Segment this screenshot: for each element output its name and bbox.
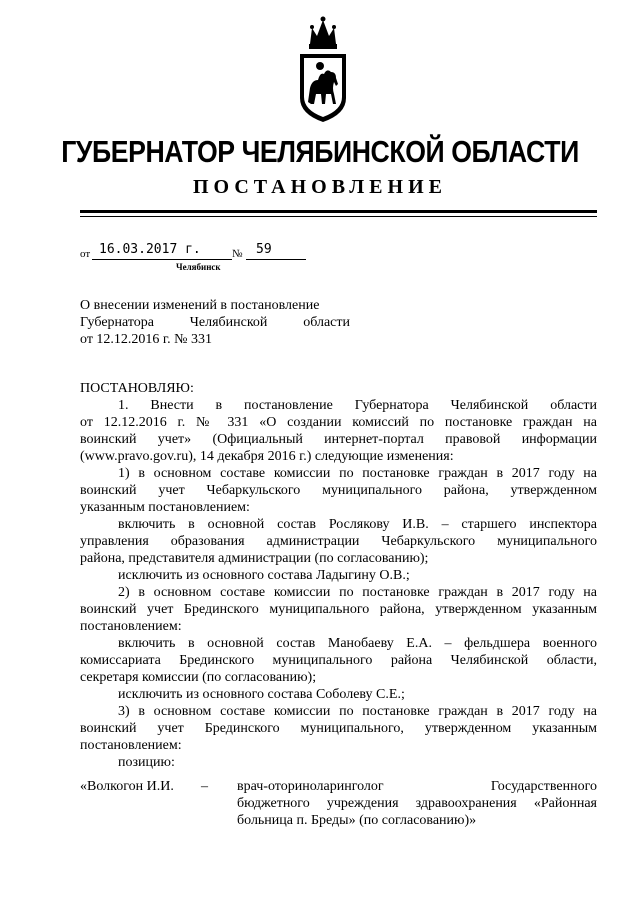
subject-line: от 12.12.2016 г. № 331 bbox=[80, 332, 212, 347]
date-prefix: от bbox=[80, 248, 91, 260]
body-line: управления образования администрации Чебаркульского муниципального bbox=[80, 534, 597, 549]
body-line: воинский учет» (Официальный интернет-портал правовой информации bbox=[80, 432, 597, 447]
position-description-line: бюджетного учреждения здравоохранения «Районная bbox=[237, 796, 597, 811]
body-line: от 12.12.2016 г. № 331 «О создании комиссий по постановке граждан на bbox=[80, 415, 597, 430]
body-line: воинский учет Чебаркульского муниципального района, утвержденном bbox=[80, 483, 597, 498]
governor-title: ГУБЕРНАТОР ЧЕЛЯБИНСКОЙ ОБЛАСТИ bbox=[61, 134, 579, 169]
resolve-heading: ПОСТАНОВЛЯЮ: bbox=[80, 381, 194, 396]
body-line: постановлением: bbox=[80, 619, 182, 634]
header-rule-thin bbox=[80, 216, 597, 217]
body-line: (www.pravo.gov.ru), 14 декабря 2016 г.) следующие изменения: bbox=[80, 449, 454, 464]
number-underline bbox=[246, 259, 306, 260]
coat-of-arms-emblem bbox=[296, 14, 350, 124]
body-line: секретаря комиссии (по согласованию); bbox=[80, 670, 317, 685]
city-label: Челябинск bbox=[176, 262, 221, 272]
position-description-line: врач-оториноларинголог Государственного bbox=[237, 779, 597, 794]
body-line: воинский учет Брединского муниципального, утвержденном указанным bbox=[80, 721, 597, 736]
body-line: включить в основной состав Манобаеву Е.А. – фельдшера военного bbox=[118, 636, 597, 651]
body-line: 3) в основном составе комиссии по постановке граждан в 2017 году на bbox=[118, 704, 597, 719]
document-type: ПОСТАНОВЛЕНИЕ bbox=[193, 176, 447, 198]
body-line: постановлением: bbox=[80, 738, 182, 753]
position-name: «Волкогон И.И. bbox=[80, 779, 174, 794]
body-line: 2) в основном составе комиссии по постановке граждан в 2017 году на bbox=[118, 585, 597, 600]
number-prefix: № bbox=[232, 248, 243, 260]
body-line: исключить из основного состава Ладыгину О.В.; bbox=[118, 568, 410, 583]
body-line: указанным постановлением: bbox=[80, 500, 250, 515]
subject-line: Губернатора Челябинской области bbox=[80, 315, 350, 330]
date-underline bbox=[92, 259, 232, 260]
body-line: 1) в основном составе комиссии по постановке граждан в 2017 году на bbox=[118, 466, 597, 481]
body-line: включить в основной состав Рослякову И.В. – старшего инспектора bbox=[118, 517, 597, 532]
body-line: позицию: bbox=[118, 755, 175, 770]
body-line: 1. Внести в постановление Губернатора Челябинской области bbox=[118, 398, 597, 413]
position-description-line: больница п. Бреды» (по согласованию)» bbox=[237, 813, 477, 828]
body-line: исключить из основного состава Соболеву С.Е.; bbox=[118, 687, 405, 702]
body-line: воинский учет Брединского муниципального района, утвержденном указанным bbox=[80, 602, 597, 617]
position-dash: – bbox=[201, 779, 208, 794]
subject-line: О внесении изменений в постановление bbox=[80, 298, 320, 313]
document-date: 16.03.2017 г. bbox=[99, 242, 201, 257]
header-rule-thick bbox=[80, 210, 597, 213]
body-line: района, представителя администрации (по согласованию); bbox=[80, 551, 429, 566]
body-line: комиссариата Брединского муниципального района Челябинской области, bbox=[80, 653, 597, 668]
document-number: 59 bbox=[256, 242, 272, 257]
